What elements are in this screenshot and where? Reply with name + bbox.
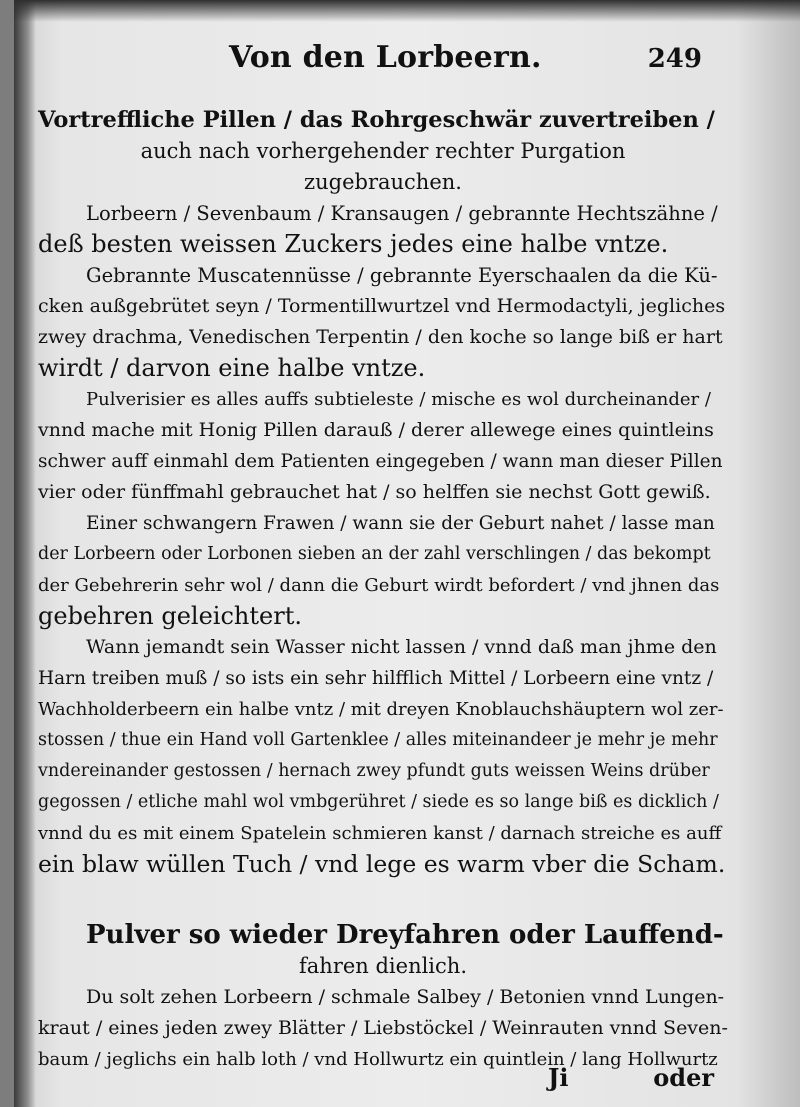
text-line: Harn treiben muß / so ists ein sehr hilfflich Mittel / Lorbeern eine vntz / [38, 668, 714, 689]
text-line: cken außgebrütet seyn / Tormentillwurtzel vnd Hermodactyli, jegliches [38, 295, 726, 317]
page-number: 249 [647, 44, 702, 74]
section-heading: Pulver so wieder Dreyfahren oder Lauffend- [86, 920, 724, 950]
signature-mark: Ji [548, 1063, 569, 1092]
text-line: vnnd mache mit Honig Pillen darauß / derer allewege eines quintleins [38, 419, 714, 441]
text-line: zwey drachma, Venedischen Terpentin / den koche so lange biß er hart [38, 326, 723, 348]
text-line: der Lorbeern oder Lorbonen sieben an der zahl verschlingen / das bekompt [38, 544, 711, 564]
text-line: gebehren geleichtert. [38, 602, 302, 630]
text-line: vndereinander gestossen / hernach zwey pfundt guts weissen Weins drüber [38, 761, 710, 781]
text-line: ein blaw wüllen Tuch / vnd lege es warm vber die Scham. [38, 850, 726, 878]
section-subheading: zugebrauchen. [304, 170, 462, 194]
text-line: deß besten weissen Zuckers jedes eine halbe vntze. [38, 230, 669, 258]
text-line: schwer auff einmahl dem Patienten eingegeben / wann man dieser Pillen [38, 451, 723, 472]
text-line: kraut / eines jeden zwey Blätter / Liebstöckel / Weinrauten vnnd Seven- [38, 1017, 728, 1039]
text-line: der Gebehrerin sehr wol / dann die Geburt wirdt befordert / vnd jhnen das [38, 575, 720, 596]
text-line: vnnd du es mit einem Spatelein schmieren kanst / darnach streiche es auff [38, 823, 722, 844]
text-line: Gebrannte Muscatennüsse / gebrannte Eyerschaalen da die Kü- [86, 264, 718, 287]
text-line: Du solt zehen Lorbeern / schmale Salbey / Betonien vnnd Lungen- [86, 986, 725, 1008]
text-line: Pulverisier es alles auffs subtieleste / mische es wol durcheinander / [86, 389, 711, 410]
page-text [38, 105, 728, 1075]
text-line: vier oder fünffmahl gebrauchet hat / so helffen sie nechst Gott gewiß. [38, 481, 711, 503]
text-line: gegossen / etliche mahl wol vmbgerühret / siede es so lange biß es dicklich / [38, 792, 719, 812]
page-gutter-shadow [14, 0, 36, 1107]
section-heading: Vortreffliche Pillen / das Rohrgeschwär zuvertreiben / [38, 107, 715, 133]
section-subheading: auch nach vorhergehender rechter Purgation [140, 139, 626, 163]
text-line: Lorbeern / Sevenbaum / Kransaugen / gebrannte Hechtszähne / [86, 202, 718, 225]
page-top-shadow [14, 0, 800, 22]
book-page [14, 0, 800, 1107]
catchword: oder [653, 1063, 714, 1092]
text-line: Einer schwangern Frawen / wann sie der Geburt nahet / lasse man [86, 513, 715, 534]
text-line: stossen / thue ein Hand voll Gartenklee / alles miteinandeer je mehr je mehr [38, 730, 718, 750]
text-line: Wann jemandt sein Wasser nicht lassen / vnnd daß man jhme den [86, 636, 717, 658]
text-line: baum / jeglichs ein halb loth / vnd Hollwurtz ein quintlein / lang Hollwurtz [38, 1049, 718, 1070]
text-line: Wachholderbeern ein halbe vntz / mit dreyen Knoblauchshäuptern wol zer- [38, 699, 724, 720]
running-head: Von den Lorbeern. [229, 40, 542, 75]
text-line: wirdt / darvon eine halbe vntze. [38, 354, 426, 382]
section-subheading: fahren dienlich. [299, 954, 467, 978]
